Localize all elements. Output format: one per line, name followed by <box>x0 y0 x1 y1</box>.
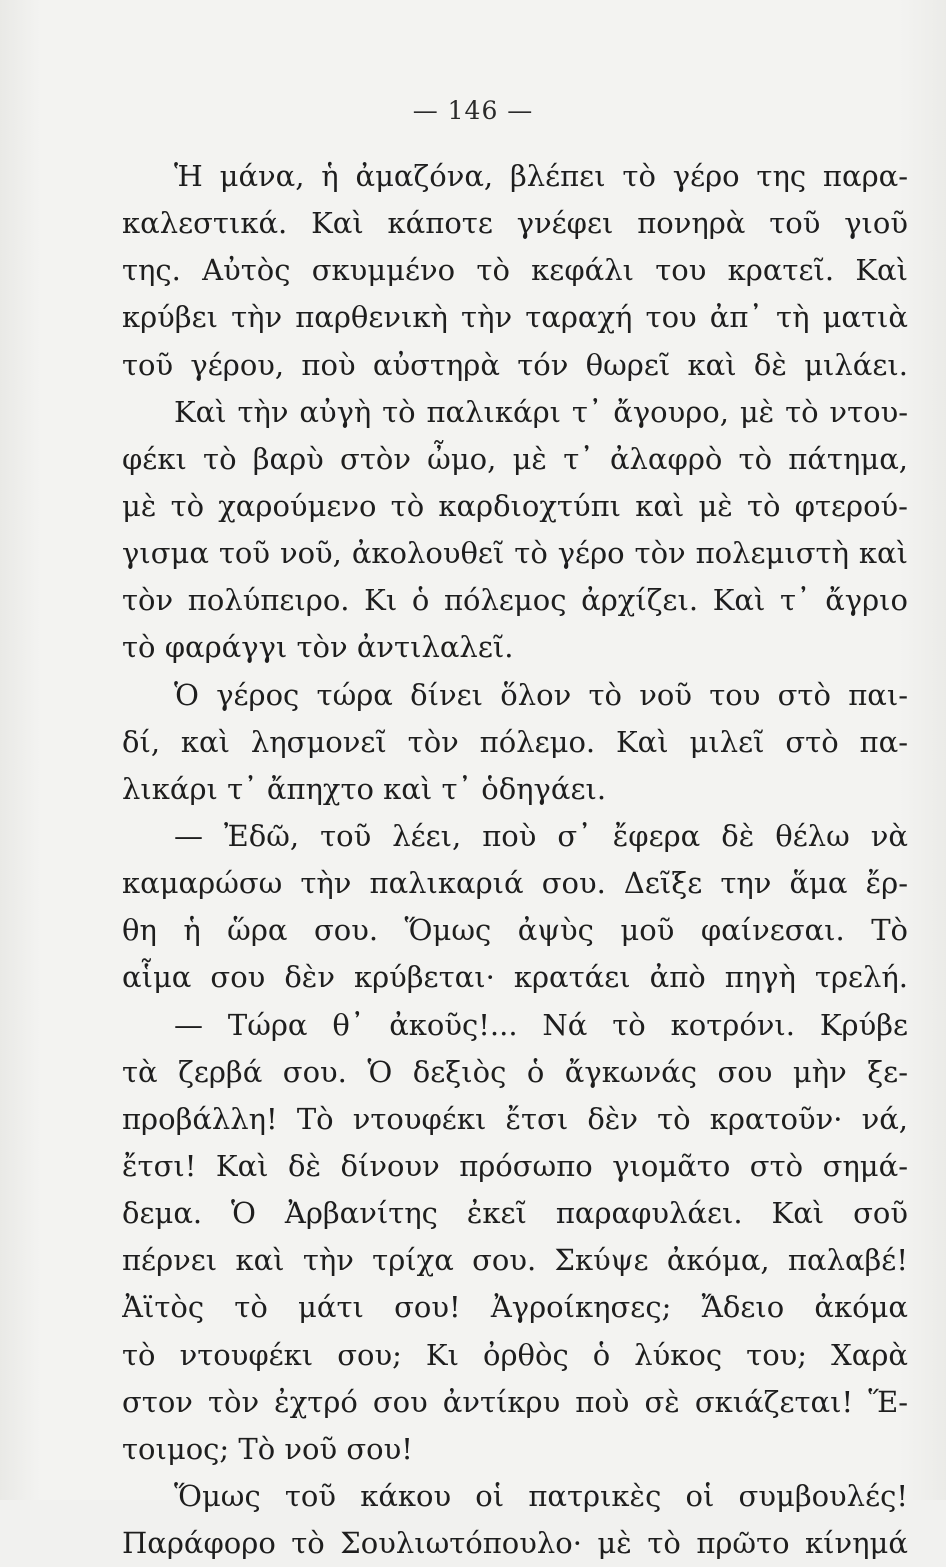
text-line: — Ἐδῶ, τοῦ λέει, ποὺ σ᾽ ἔφερα δὲ θέλω νὰ <box>174 818 908 853</box>
text-line: Ὅμως τοῦ κάκου οἱ πατρικὲς οἱ συμβουλές! <box>174 1478 908 1513</box>
text-line: τὸ φαράγγι τὸν ἀντιλαλεῖ. <box>122 630 514 665</box>
text-line: γισμα τοῦ νοῦ, ἀκολουθεῖ τὸ γέρο τὸν πολεμιστὴ καὶ <box>122 536 908 571</box>
text-line: τὰ ζερβά σου. Ὁ δεξιὸς ὁ ἄγκωνάς σου μὴν ξε- <box>122 1054 908 1089</box>
text-line: δί, καὶ λησμονεῖ τὸν πόλεμο. Καὶ μιλεῖ στὸ πα- <box>122 724 908 759</box>
text-line: Καὶ τὴν αὐγὴ τὸ παλικάρι τ᾽ ἄγουρο, μὲ τὸ ντου- <box>174 394 908 429</box>
text-line: τὸν πολύπειρο. Κι ὁ πόλεμος ἀρχίζει. Καὶ τ᾽ ἄγριο <box>122 583 908 618</box>
text-line: Ἡ μάνα, ἡ ἀμαζόνα, βλέπει τὸ γέρο της παρα- <box>174 159 908 193</box>
page-number: — 146 — <box>412 96 534 125</box>
text-line: τὸ ντουφέκι σου; Κι ὀρθὸς ὁ λύκος του; Χαρὰ <box>122 1337 908 1372</box>
text-line: προβάλλη! Τὸ ντουφέκι ἔτσι δὲν τὸ κρατοῦν· νά, <box>122 1101 908 1136</box>
text-line: λικάρι τ᾽ ἄπηχτο καὶ τ᾽ ὁδηγάει. <box>122 771 607 806</box>
text-line: κρύβει τὴν παρθενικὴ τὴν ταραχή του ἀπ᾽ τὴ ματιὰ <box>122 300 908 335</box>
text-line: Ὁ γέρος τώρα δίνει ὅλον τὸ νοῦ του στὸ παι- <box>174 677 908 712</box>
text-line: μὲ τὸ χαρούμενο τὸ καρδιοχτύπι καὶ μὲ τὸ φτερού- <box>122 488 908 523</box>
text-line: ἔτσι! Καὶ δὲ δίνουν πρόσωπο γιομᾶτο στὸ σημά- <box>122 1148 908 1183</box>
text-line: Παράφορο τὸ Σουλιωτόπουλο· μὲ τὸ πρῶτο κίνημά <box>122 1526 908 1561</box>
text-line: — Τώρα θ᾽ ἀκοῦς!... Νά τὸ κοτρόνι. Κρύβε <box>174 1007 908 1042</box>
text-line: πέρνει καὶ τὴν τρίχα σου. Σκύψε ἀκόμα, παλαβέ! <box>122 1243 908 1278</box>
text-line: της. Αὐτὸς σκυμμένο τὸ κεφάλι του κρατεῖ. Καὶ <box>122 253 908 288</box>
text-line: καμαρώσω τὴν παλικαριά σου. Δεῖξε την ἅμα ἔρ- <box>122 866 908 901</box>
text-line: θη ἡ ὥρα σου. Ὅμως ἀψὺς μοῦ φαίνεσαι. Τὸ <box>122 913 908 948</box>
text-line: καλεστικά. Καὶ κάποτε γνέφει πονηρὰ τοῦ γιοῦ <box>122 206 908 241</box>
text-line: αἷμα σου δὲν κρύβεται· κρατάει ἀπὸ πηγὴ τρελή. <box>122 960 908 995</box>
body-text <box>122 153 908 1567</box>
text-line: τοῦ γέρου, ποὺ αὐστηρὰ τόν θωρεῖ καὶ δὲ μιλάει. <box>122 347 908 382</box>
text-line: Ἀϊτὸς τὸ μάτι σου! Ἀγροίκησες; Ἄδειο ἀκόμα <box>122 1290 908 1325</box>
text-line: δεμα. Ὁ Ἀρβανίτης ἐκεῖ παραφυλάει. Καὶ σοῦ <box>122 1196 908 1231</box>
text-line: στον τὸν ἐχτρό σου ἀντίκρυ ποὺ σὲ σκιάζεται! Ἕ- <box>122 1384 908 1419</box>
text-line: φέκι τὸ βαρὺ στὸν ὦμο, μὲ τ᾽ ἀλαφρὸ τὸ πάτημα, <box>122 441 908 476</box>
text-line: τοιμος; Τὸ νοῦ σου! <box>122 1431 413 1466</box>
